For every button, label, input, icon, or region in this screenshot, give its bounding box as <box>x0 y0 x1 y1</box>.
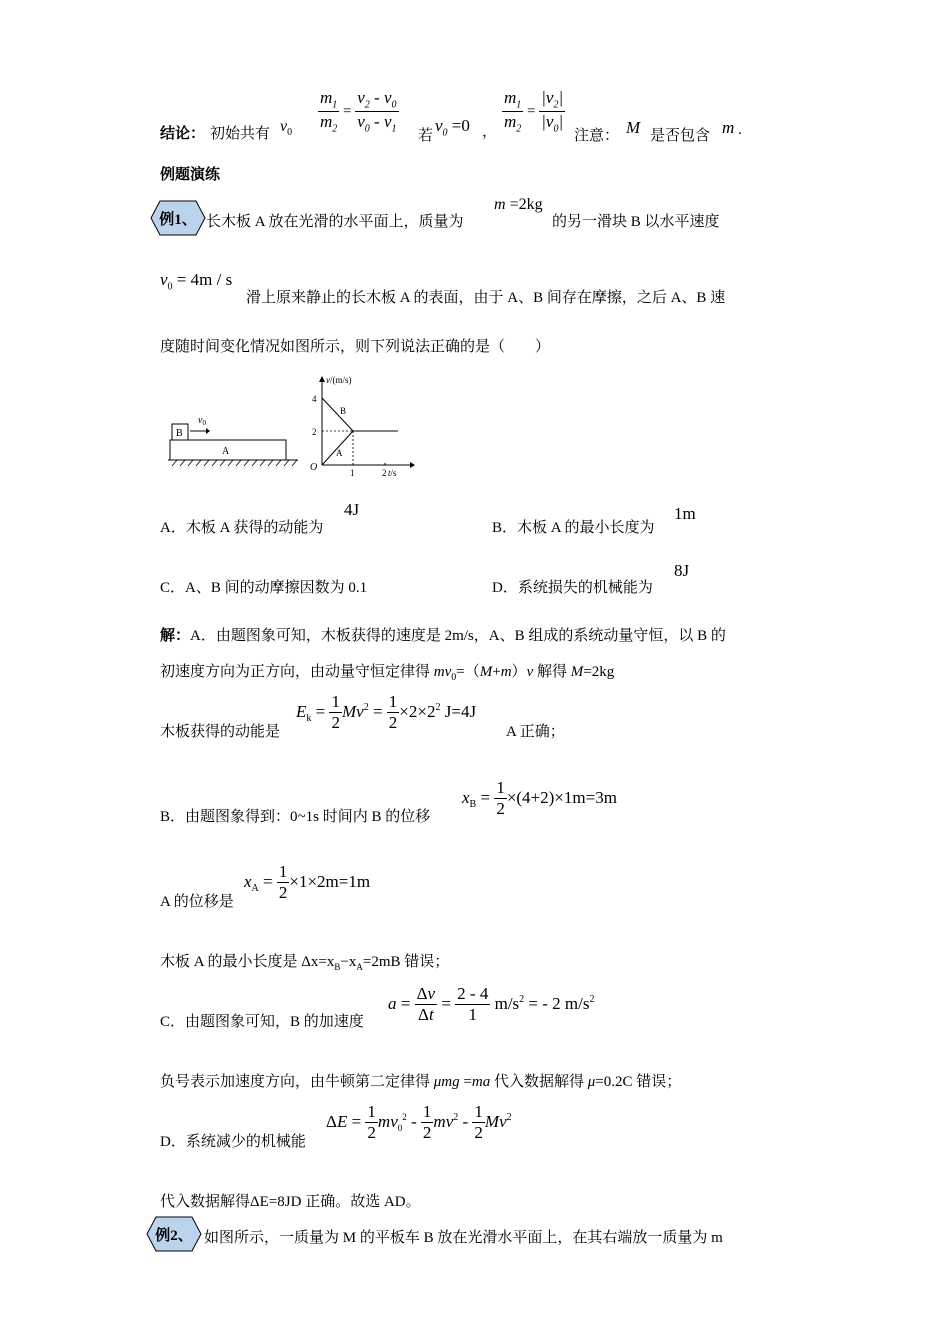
v0-expression: $v_0 = 4m / s$ <box>160 270 233 293</box>
section-title: 例题演练 <box>160 167 221 183</box>
option-a-value: 4J <box>344 500 360 519</box>
M-symbol: M <box>626 118 641 137</box>
origin-label: O <box>310 462 318 473</box>
c-pre: C．由题图象可知，B 的加速度 <box>160 1014 364 1030</box>
tick-2: 2 <box>312 427 317 437</box>
kinetic-energy-formula: $E_k$ = $\frac{1}{2}$ $Mv^2$ = $\frac{1}{2}$ $\times 2\times 2^2$ J=4J <box>296 692 477 733</box>
option-c: C．A、B 间的动摩擦因数为 0.1 <box>160 580 368 596</box>
energy-loss-formula: ΔE = $\frac{1}{2}$ $mv_0^2$ - $\frac{1}{2}$ $mv^2$ - $\frac{1}{2}$ Mv$^2$ <box>326 1102 512 1143</box>
mass-expression: m =2kg <box>494 196 543 213</box>
negative-sign-line: 负号表示加速度方向，由牛顿第二定律得 μmg =ma 代入数据解得 μ=0.2C 错误； <box>160 1074 682 1090</box>
example-2-label: 例2、 <box>155 1227 193 1244</box>
if-word: 若 <box>418 128 434 144</box>
t-axis-label: t/s <box>388 468 397 478</box>
comma: ， <box>482 124 498 140</box>
curve-b <box>322 398 353 431</box>
ex1-line1-pre: 长木板 A 放在光滑的水平面上，质量为 <box>206 214 464 230</box>
example-1-figure <box>160 368 420 480</box>
tick-1: 1 <box>350 468 355 478</box>
block-b-label: B <box>176 428 183 439</box>
final-answer: 代入数据解得ΔE=8JD 正确。故选 AD。 <box>160 1194 421 1210</box>
option-d-value: 8J <box>674 561 690 580</box>
example-1-label: 例1、 <box>159 211 197 228</box>
b-pre: B．由题图象得到：0~1s 时间内 B 的位移 <box>160 809 431 825</box>
solution-line-1: 解：A．由题图象可知，木板获得的速度是 2m/s，A、B 组成的系统动量守恒，以 B 的 <box>160 628 726 644</box>
option-b-value: 1m <box>674 504 696 523</box>
conclusion-text: 初始共有 <box>210 126 271 142</box>
period: . <box>738 122 742 138</box>
ex2-text: 如图所示，一质量为 M 的平板车 B 放在光滑水平面上，在其右端放一质量为 m <box>204 1230 723 1246</box>
ex1-line1-post: 的另一滑块 B 以水平速度 <box>552 214 720 230</box>
ex1-line3: 度随时间变化情况如图所示，则下列说法正确的是（ ） <box>160 339 551 355</box>
v-axis-label: v/(m/s) <box>326 375 352 385</box>
ex1-line2: 滑上原来静止的长木板 A 的表面，由于 A、B 间存在摩擦，之后 A、B 速 <box>246 290 726 306</box>
tick-2x: 2 <box>382 468 387 478</box>
v0-value: = 4m / s <box>176 270 233 289</box>
v0-symbol: $v_0$ <box>280 118 293 139</box>
curve-b-label: B <box>340 406 347 416</box>
example-2-badge <box>146 1216 202 1252</box>
ek-post: A 正确； <box>506 724 565 740</box>
conclusion-line <box>160 86 800 146</box>
m-symbol: m <box>722 118 735 137</box>
d-pre: D．系统减少的机械能 <box>160 1134 306 1150</box>
xa-pre: A 的位移是 <box>160 894 234 910</box>
mass-ratio-formula-2: $\frac{m_1}{m_2}$ = $\frac{|v_2|}{|v_0|}$ <box>504 88 564 135</box>
ek-pre: 木板获得的动能是 <box>160 724 281 740</box>
example-1-badge <box>150 200 206 236</box>
v0-figure-label: $v_0$ <box>198 415 206 427</box>
option-b: B．木板 A 的最小长度为 <box>492 520 655 536</box>
solution-line-2: 初速度方向为正方向，由动量守恒定律得 $mv_0=(M+m)v$ 解得 M=2kg <box>160 664 615 683</box>
option-d: D．系统损失的机械能为 <box>492 580 653 596</box>
curve-a-label: A <box>336 448 343 458</box>
option-a: A．木板 A 获得的动能为 <box>160 520 324 536</box>
acceleration-formula: a = $\frac{\Delta v}{\Delta t}$ = $\frac{2 - 4}{1}$ $m/s^2$ = - 2 $m/s^2$ <box>388 984 595 1025</box>
xa-formula: $x_A$ = $\frac{1}{2}$ ×1×2m=1m <box>244 862 371 903</box>
note-label: 注意： <box>574 128 620 144</box>
conclusion-label: 结论： <box>160 126 206 142</box>
block-a-label: A <box>222 446 230 457</box>
min-length-line: 木板 A 的最小长度是 $\Delta x=x_B-x_A=2mB$ 错误； <box>160 954 450 972</box>
v0-zero: $v_0 =0$ <box>435 116 470 139</box>
xb-formula: $x_B$ = $\frac{1}{2}$ ×(4+2)×1m=3m <box>462 778 617 819</box>
note-tail: 是否包含 <box>650 128 711 144</box>
mass-ratio-formula: $\frac{m_1}{m_2}$ = $\frac{v_2 - v_0}{v_0 - v_1}$ <box>320 88 397 135</box>
tick-4: 4 <box>312 394 317 404</box>
